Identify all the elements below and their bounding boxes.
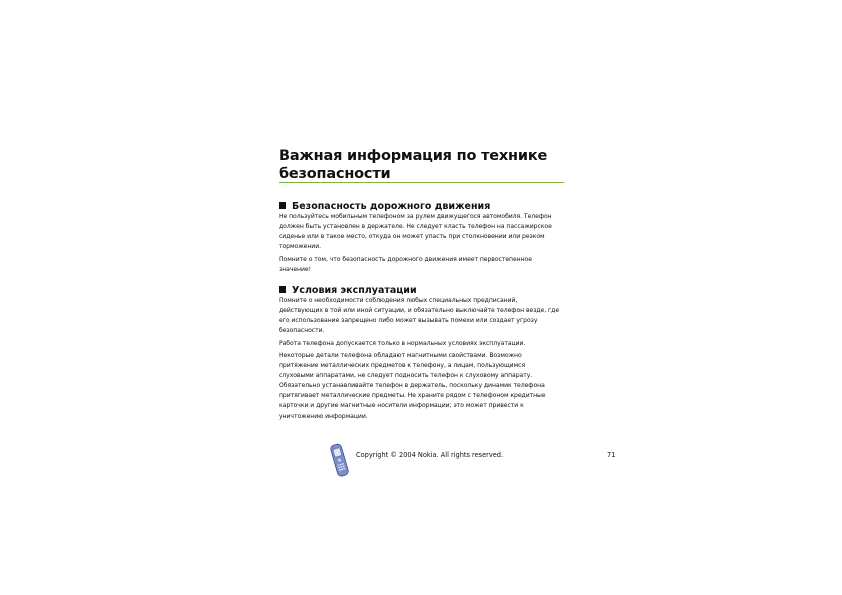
text-line: безопасности. <box>279 327 325 335</box>
text-line: слуховыми аппаратами, не следует подносить телефон к слуховому аппарату. <box>279 372 533 380</box>
text-line: карточки и другие магнитные носители информации; это может привести к <box>279 402 524 410</box>
text-line: Не пользуйтесь мобильным телефоном за рулем движущегося автомобиля. Телефон <box>279 213 552 220</box>
page-number: 71 <box>607 451 616 459</box>
text-line: действующих в той или иной ситуации, и обязательно выключайте телефон везде, где <box>279 307 560 315</box>
text-line: притяжение металлических предметов к телефону, а лицам, пользующимся <box>279 362 526 370</box>
paragraph <box>279 351 569 422</box>
page-title-line-2: безопасности <box>279 166 391 182</box>
paragraph <box>279 212 569 252</box>
text-line: торможении. <box>279 243 322 251</box>
bullet-square-icon <box>279 202 286 209</box>
section-heading-text: Безопасность дорожного движения <box>292 201 491 212</box>
text-line: Помните о том, что безопасность дорожного движения имеет первостепенное <box>279 256 532 263</box>
text-line: должен быть установлен в держателе. Не следует класть телефон на пассажирское <box>279 223 552 231</box>
text-line: значение! <box>279 266 311 274</box>
section-heading-road-safety <box>279 201 490 212</box>
text-line: Помните о необходимости соблюдения любых специальных предписаний, <box>279 297 518 304</box>
section-heading-operating-conditions <box>279 285 417 296</box>
text-line: Некоторые детали телефона обладают магнитными свойствами. Возможно <box>279 352 522 359</box>
text-line: сиденье или в такое место, откуда он может упасть при столкновении или резком <box>279 233 545 241</box>
paragraph <box>279 296 569 336</box>
text-line: Работа телефона допускается только в нормальных условиях эксплуатации. <box>279 340 526 347</box>
text-line: его использование запрещено либо может вызывать помехи или создает угрозу <box>279 317 538 325</box>
phone-icon <box>328 441 352 479</box>
bullet-square-icon <box>279 286 286 293</box>
text-line: уничтожению информации. <box>279 412 368 420</box>
section-heading-text: Условия эксплуатации <box>292 285 417 296</box>
text-line: притягивает металлические предметы. Не храните рядом с телефоном кредитные <box>279 392 546 400</box>
copyright-text: Copyright © 2004 Nokia. All rights reserved. <box>356 451 504 459</box>
title-divider <box>279 182 564 183</box>
paragraph <box>279 339 569 349</box>
page-title-line-1: Важная информация по технике <box>279 148 548 164</box>
text-line: Обязательно устанавливайте телефон в держатель, поскольку динамик телефона <box>279 382 545 390</box>
paragraph <box>279 255 569 275</box>
page-title <box>279 147 569 183</box>
